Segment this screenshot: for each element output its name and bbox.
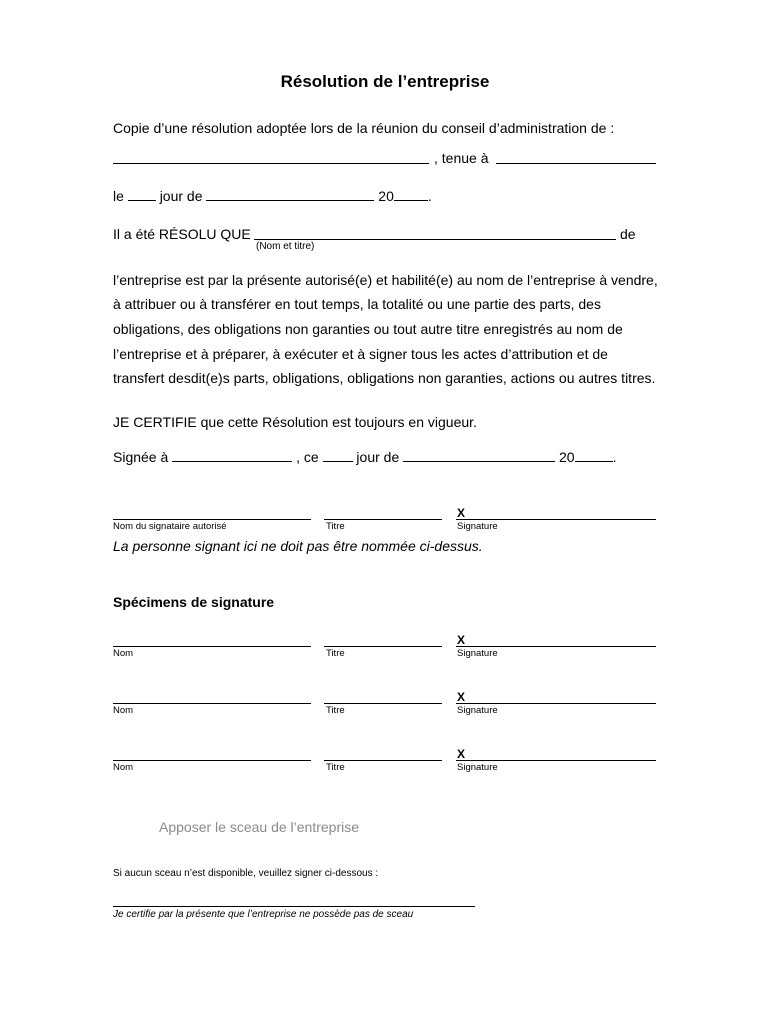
date-jour-de-text: jour de [159, 188, 203, 204]
signer-name-label: Nom du signataire autorisé [113, 521, 227, 532]
seal-placeholder: Apposer le sceau de l’entreprise [159, 819, 360, 835]
date-line [113, 186, 432, 204]
specimen-name-line[interactable] [113, 703, 311, 704]
specimen-title-line[interactable] [324, 760, 442, 761]
resolved-prefix: Il a été RÉSOLU QUE [113, 226, 251, 242]
specimen-name-label: Nom [113, 648, 134, 659]
specimen-title-label: Titre [326, 648, 345, 659]
date-le-text: le [113, 188, 124, 204]
signed-ce-text: , ce [296, 449, 319, 465]
paragraph-line: transfert desdit(e)s parts, obligations, obligations non garanties, actions ou autres titres. [113, 370, 656, 386]
signed-jour-de-text: jour de [356, 449, 400, 465]
signed-year-prefix: 20 [559, 449, 575, 465]
signed-place-blank[interactable] [172, 447, 292, 462]
signer-title-label: Titre [326, 521, 345, 532]
date-end: . [427, 188, 432, 204]
name-title-blank[interactable] [254, 239, 616, 240]
paragraph-line: obligations, des obligations non garanties ou tout autre titre enregistrés au nom de [113, 321, 623, 337]
signature-x-mark: X [457, 690, 466, 704]
signer-signature-line[interactable] [456, 519, 656, 520]
specimen-name-line[interactable] [113, 760, 311, 761]
signed-day-blank[interactable] [323, 447, 353, 462]
signed-line [113, 447, 616, 465]
specimen-signature-line[interactable] [456, 703, 656, 704]
month-blank[interactable] [206, 186, 374, 201]
no-seal-signature-line[interactable] [113, 906, 475, 907]
paragraph-line: à attribuer ou à transférer en tout temps, la totalité ou une partie des parts, des [113, 296, 601, 312]
specimen-name-line[interactable] [113, 646, 311, 647]
specimens-heading: Spécimens de signature [113, 594, 275, 610]
no-seal-instruction: Si aucun sceau n’est disponible, veuillez signer ci-dessous : [113, 868, 379, 879]
meeting-place-blank[interactable] [496, 163, 656, 164]
specimen-name-label: Nom [113, 762, 134, 773]
specimen-title-line[interactable] [324, 646, 442, 647]
signer-name-line[interactable] [113, 519, 311, 520]
no-seal-certification: Je certifie par la présente que l’entreprise ne possède pas de sceau [113, 909, 414, 920]
paragraph-line: l’entreprise est par la présente autorisé(e) et habilité(e) au nom de l’entreprise à vendre, [113, 272, 658, 288]
specimen-title-line[interactable] [324, 703, 442, 704]
resolved-suffix: de [620, 226, 636, 242]
signature-x-mark: X [457, 747, 466, 761]
intro-text: Copie d’une résolution adoptée lors de la réunion du conseil d’administration de : [113, 120, 615, 136]
signed-year-blank[interactable] [575, 447, 613, 462]
document-title: Résolution de l’entreprise [280, 72, 490, 91]
certify-text: JE CERTIFIE que cette Résolution est toujours en vigueur. [113, 414, 477, 430]
specimen-signature-line[interactable] [456, 760, 656, 761]
name-title-caption: (Nom et titre) [256, 241, 315, 252]
signature-x-mark: X [457, 633, 466, 647]
year-blank[interactable] [394, 186, 428, 201]
board-name-blank[interactable] [113, 163, 429, 164]
specimen-title-label: Titre [326, 705, 345, 716]
signer-note: La personne signant ici ne doit pas être nommée ci-dessus. [113, 538, 483, 554]
year-prefix: 20 [378, 188, 394, 204]
specimen-signature-label: Signature [457, 762, 498, 773]
specimen-signature-line[interactable] [456, 646, 656, 647]
day-blank[interactable] [128, 186, 156, 201]
specimen-name-label: Nom [113, 705, 134, 716]
signed-at-text: Signée à [113, 449, 169, 465]
paragraph-line: l’entreprise et à préparer, à exécuter et à signer tous les actes d’attribution et de [113, 346, 608, 362]
signer-signature-label: Signature [457, 521, 498, 532]
signature-x-mark: X [457, 506, 466, 520]
specimen-signature-label: Signature [457, 648, 498, 659]
specimen-title-label: Titre [326, 762, 345, 773]
specimen-signature-label: Signature [457, 705, 498, 716]
signed-month-blank[interactable] [403, 447, 555, 462]
signer-title-line[interactable] [324, 519, 442, 520]
signed-end: . [612, 449, 617, 465]
held-at-text: , tenue à [434, 150, 489, 166]
